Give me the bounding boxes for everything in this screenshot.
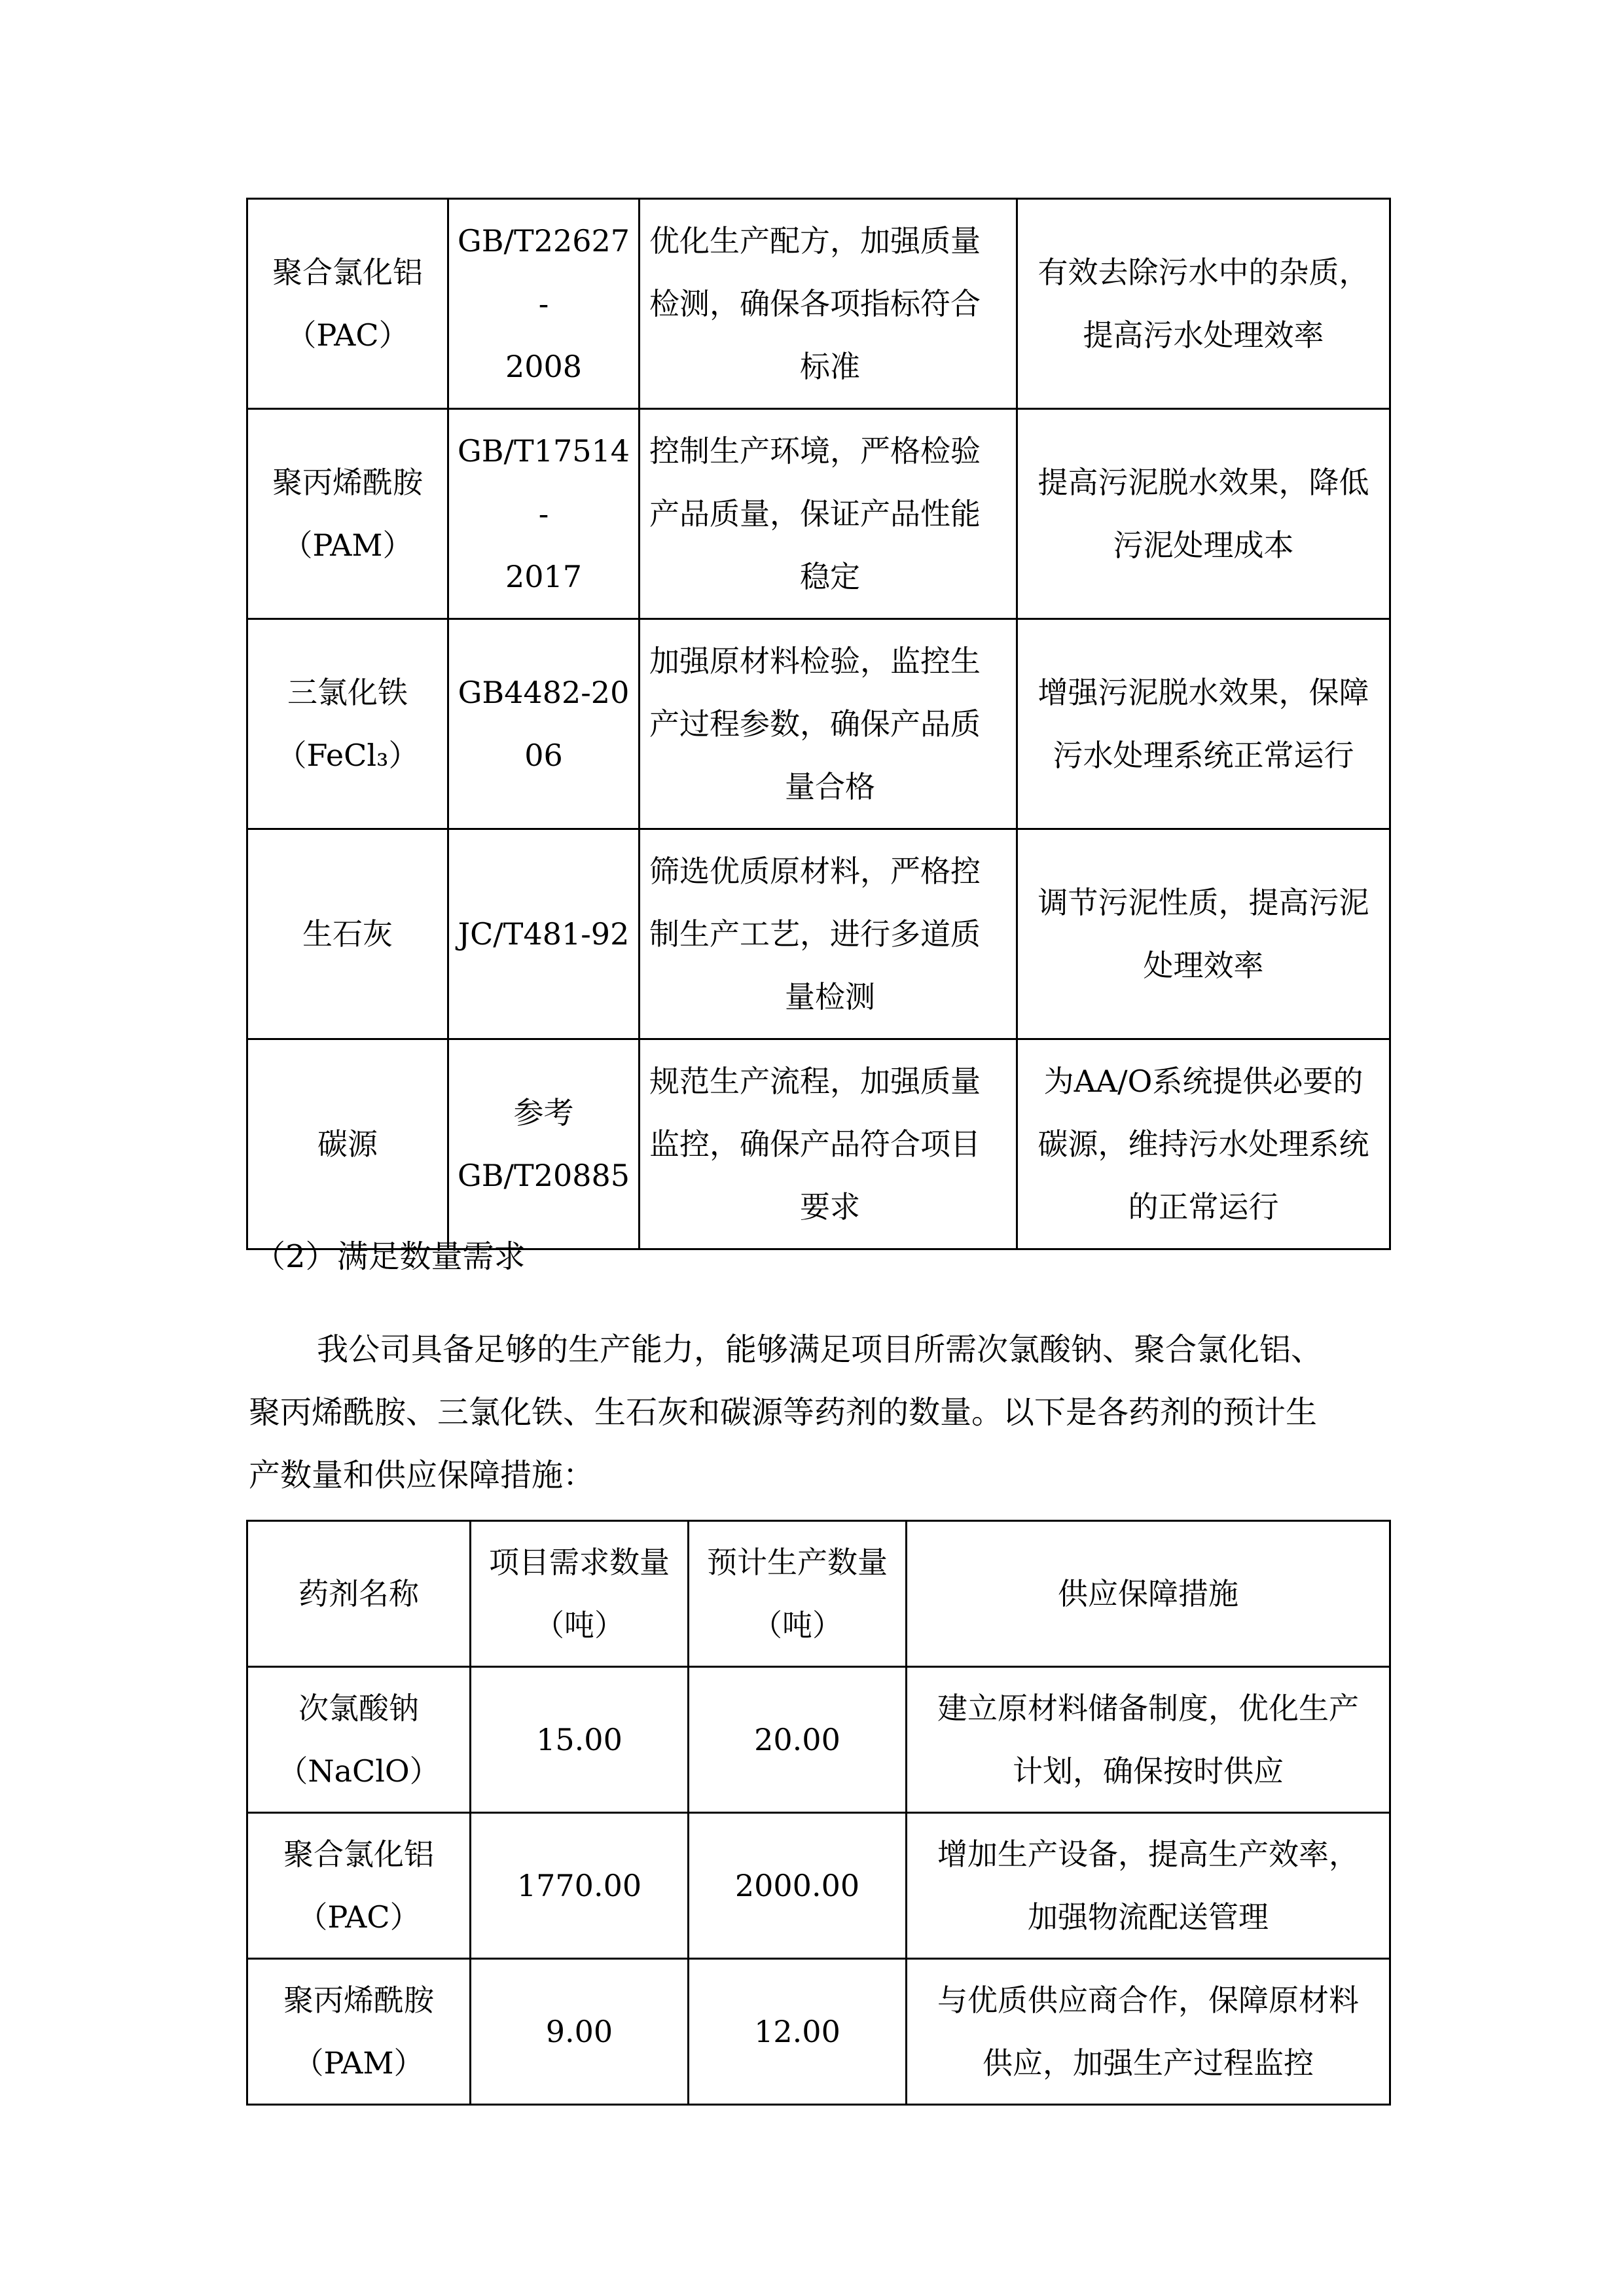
quality-measures-cell: 加强原材料检验，监控生 产过程参数，确保产品质 量合格 (640, 619, 1017, 829)
header-demand-quantity: 项目需求数量 （吨） (471, 1521, 689, 1667)
standard-code-cell: GB/T17514- 2017 (448, 409, 640, 619)
table-header-row (247, 1521, 1390, 1667)
quality-measures-cell: 规范生产流程，加强质量 监控，确保产品符合项目 要求 (640, 1039, 1017, 1249)
agent-name-cell: 次氯酸钠 （NaClO） (247, 1667, 471, 1813)
table-row (247, 829, 1390, 1039)
production-quantity-cell: 20.00 (689, 1667, 907, 1813)
paragraph-line: 产数量和供应保障措施： (249, 1457, 595, 1494)
quality-measures-cell: 控制生产环境，严格检验 产品质量，保证产品性能 稳定 (640, 409, 1017, 619)
table-row (247, 1813, 1390, 1959)
agent-name-cell: 聚丙烯酰胺 （PAM） (247, 409, 448, 619)
table-row (247, 199, 1390, 409)
agent-name-cell: 聚合氯化铝 （PAC） (247, 199, 448, 409)
section-heading: （2）满足数量需求 (254, 1238, 526, 1275)
supply-measures-cell: 增加生产设备，提高生产效率， 加强物流配送管理 (907, 1813, 1390, 1959)
supply-measures-cell: 建立原材料储备制度，优化生产 计划，确保按时供应 (907, 1667, 1390, 1813)
header-agent-name: 药剂名称 (247, 1521, 471, 1667)
demand-quantity-cell: 15.00 (471, 1667, 689, 1813)
paragraph-line: 聚丙烯酰胺、三氯化铁、生石灰和碳源等药剂的数量。以下是各药剂的预计生 (249, 1394, 1318, 1431)
demand-quantity-cell: 1770.00 (471, 1813, 689, 1959)
effect-cell: 有效去除污水中的杂质， 提高污水处理效率 (1017, 199, 1390, 409)
table-row (247, 409, 1390, 619)
table-row (247, 1039, 1390, 1249)
agent-name-cell: 碳源 (247, 1039, 448, 1249)
table-row (247, 1667, 1390, 1813)
agent-name-cell: 生石灰 (247, 829, 448, 1039)
header-production-quantity: 预计生产数量 （吨） (689, 1521, 907, 1667)
agent-name-cell: 三氯化铁 （FeCl₃） (247, 619, 448, 829)
standard-code-cell: 参考 GB/T20885 (448, 1039, 640, 1249)
standard-code-cell: JC/T481-92 (448, 829, 640, 1039)
effect-cell: 增强污泥脱水效果，保障 污水处理系统正常运行 (1017, 619, 1390, 829)
demand-quantity-cell: 9.00 (471, 1959, 689, 2105)
standard-code-cell: GB4482-2006 (448, 619, 640, 829)
effect-cell: 调节污泥性质，提高污泥 处理效率 (1017, 829, 1390, 1039)
effect-cell: 提高污泥脱水效果，降低 污泥处理成本 (1017, 409, 1390, 619)
effect-cell: 为AA/O系统提供必要的 碳源，维持污水处理系统 的正常运行 (1017, 1039, 1390, 1249)
quality-measures-cell: 优化生产配方，加强质量 检测，确保各项指标符合 标准 (640, 199, 1017, 409)
supply-measures-cell: 与优质供应商合作，保障原材料 供应，加强生产过程监控 (907, 1959, 1390, 2105)
production-quantity-cell: 2000.00 (689, 1813, 907, 1959)
agent-name-cell: 聚丙烯酰胺 （PAM） (247, 1959, 471, 2105)
paragraph-line: 我公司具备足够的生产能力，能够满足项目所需次氯酸钠、聚合氯化铝、 (317, 1331, 1323, 1368)
quality-measures-cell: 筛选优质原材料，严格控 制生产工艺，进行多道质 量检测 (640, 829, 1017, 1039)
table-row (247, 619, 1390, 829)
agent-name-cell: 聚合氯化铝 （PAC） (247, 1813, 471, 1959)
header-supply-measures: 供应保障措施 (907, 1521, 1390, 1667)
table-row (247, 1959, 1390, 2105)
agent-standards-table (246, 198, 1391, 1250)
standard-code-cell: GB/T22627- 2008 (448, 199, 640, 409)
agent-quantity-table (246, 1520, 1391, 2106)
production-quantity-cell: 12.00 (689, 1959, 907, 2105)
